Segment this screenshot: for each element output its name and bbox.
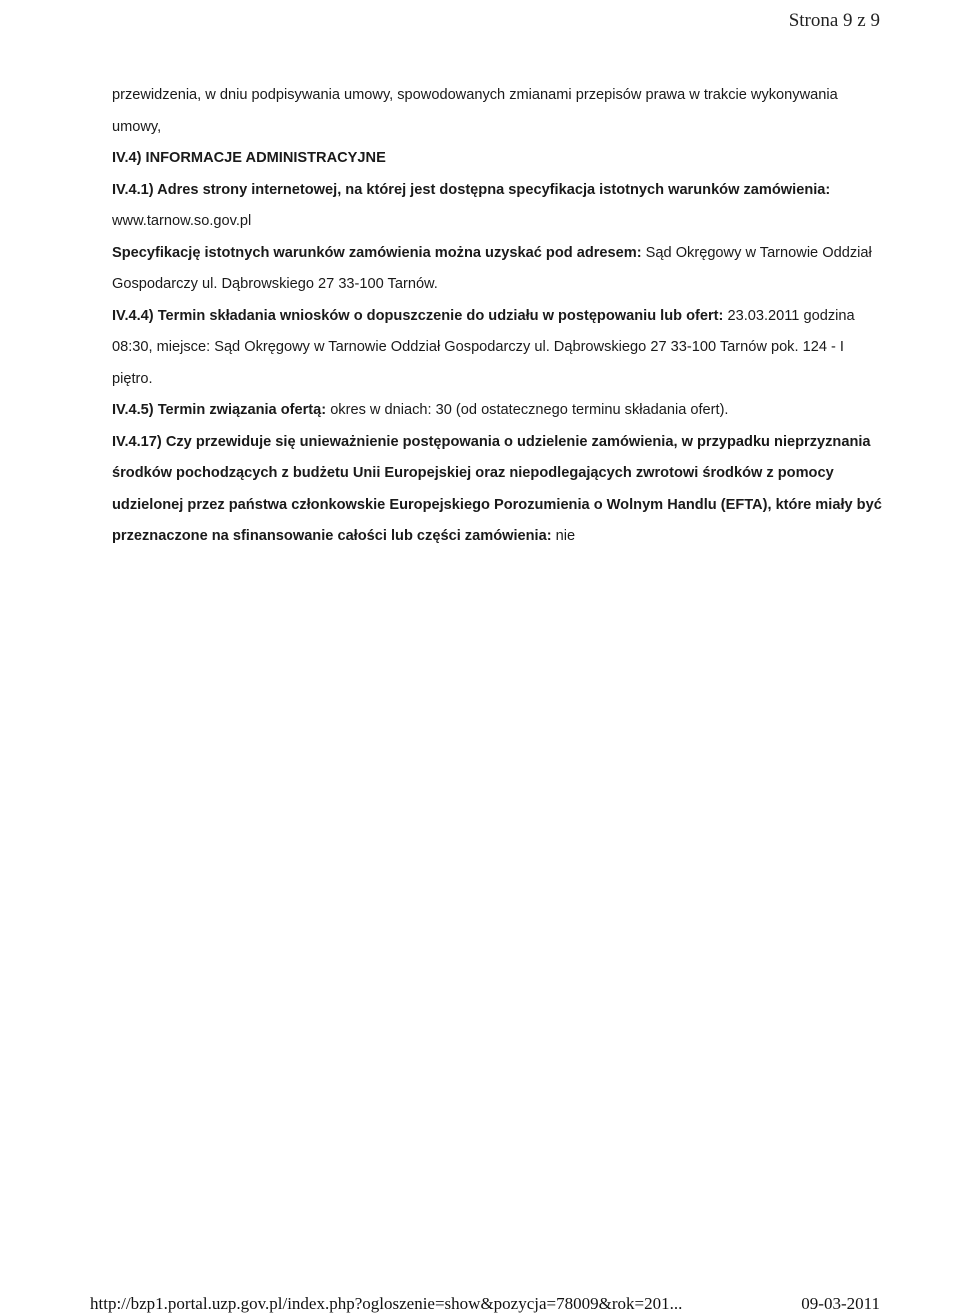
field-label: IV.4.4) Termin składania wniosków o dopuszczenie do udziału w postępowaniu lub ofert: [112,307,724,324]
field-label: IV.4.1) Adres strony internetowej, na której jest dostępna specyfikacja istotnych warunków zamówienia: [112,181,831,198]
field-label: IV.4.5) Termin związania ofertą: [112,402,327,418]
field-value-url: www.tarnow.so.gov.pl [112,213,252,229]
paragraph-text: przewidzenia, w dniu podpisywania umowy, spowodowanych zmianami przepisów prawa w trakcie wykonywania umowy, [112,87,838,135]
field-value: nie [555,528,576,544]
section-heading-administrative-info [112,143,882,175]
field-value: 23.03.2011 godzina 08:30, miejsce: Sąd Okręgowy w Tarnowie Oddział Gospodarczy ul. Dąbrowskiego 27 33-100 Tarnów pok. 124 - I piętro. [112,307,855,387]
paragraph-specification-website [112,175,882,238]
field-value: Sąd Okręgowy w Tarnowie Oddział Gospodarczy ul. Dąbrowskiego 27 33-100 Tarnów. [112,244,872,292]
paragraph-contract-changes [112,80,882,143]
footer-date: 09-03-2011 [801,1294,880,1313]
field-label: IV.4.17) Czy przewiduje się unieważnienie postępowania o udzielenie zamówienia, w przypadku nieprzyznania środków pochodzących z budżetu Unii Europejskiej oraz niepodlegających zwrotowi środków z pomocy udzielonej przez państwa członkowskie Europejskiego Porozumienia o Wolnym Handlu (EFTA), które miały być przeznaczone na sfinansowanie całości lub części zamówienia: [112,433,882,544]
document-body [112,80,882,553]
paragraph-procedure-annulment [112,427,882,553]
field-value: okres w dniach: 30 (od ostatecznego terminu składania ofert). [330,402,729,418]
paragraph-specification-address [112,238,882,301]
paragraph-offer-binding-period [112,395,882,427]
section-heading-text: IV.4) INFORMACJE ADMINISTRACYJNE [112,150,386,166]
field-label: Specyfikację istotnych warunków zamówienia można uzyskać pod adresem: [112,244,642,261]
page-number: Strona 9 z 9 [788,10,880,31]
paragraph-submission-deadline [112,301,882,396]
footer-url: http://bzp1.portal.uzp.gov.pl/index.php?ogloszenie=show&pozycja=78009&rok=201... [90,1294,683,1313]
